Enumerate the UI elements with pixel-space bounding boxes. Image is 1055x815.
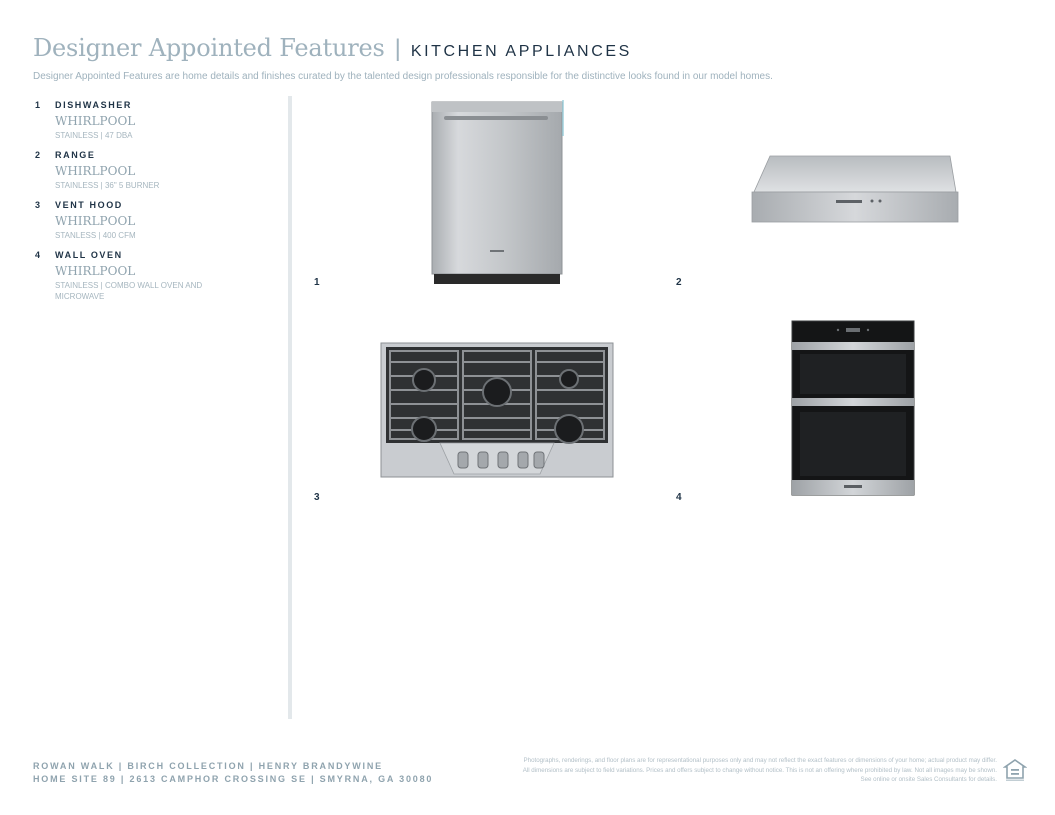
footer-disclaimer: Photographs, renderings, and floor plans are for representational purposes only and may not reflect the exact features or dimensions of your home; actual product may differ. All dimensions are subject to field variations. Prices and offers subject to change without notice. This is not an offering where prohibited by law. Not all images may be shown. See online or onsite Sales Consultants for details.	[522, 757, 997, 783]
item-label: WALL OVEN	[55, 250, 123, 260]
item-label: VENT HOOD	[55, 200, 123, 210]
list-item	[35, 200, 275, 241]
page-description: Designer Appointed Features are home details and finishes curated by the talented design professionals responsible for the distinctive looks found in our model homes.	[33, 71, 773, 82]
panel-number: 4	[676, 492, 682, 503]
page-header	[33, 34, 1033, 82]
list-item	[35, 150, 275, 191]
vertical-divider	[288, 96, 292, 719]
footer-line-1: ROWAN WALK | BIRCH COLLECTION | HENRY BRANDYWINE	[33, 761, 383, 771]
item-brand: WHIRLPOOL	[55, 214, 136, 228]
item-spec: STANLESS | 400 CFM	[55, 231, 136, 240]
item-brand: WHIRLPOOL	[55, 264, 136, 278]
list-item	[35, 250, 275, 302]
item-brand: WHIRLPOOL	[55, 114, 136, 128]
item-brand: WHIRLPOOL	[55, 164, 136, 178]
page-title: Designer Appointed Features	[33, 34, 385, 62]
cooktop-image	[380, 342, 614, 478]
wall-oven-image	[790, 320, 916, 496]
item-spec: STAINLESS | COMBO WALL OVEN AND MICROWAVE	[55, 281, 203, 301]
item-label: RANGE	[55, 150, 96, 160]
vent-hood-image	[750, 154, 960, 226]
item-spec: STAINLESS | 36" 5 BURNER	[55, 181, 160, 190]
page-category: KITCHEN APPLIANCES	[410, 43, 632, 60]
feature-list	[35, 100, 275, 311]
item-number: 4	[35, 250, 41, 260]
item-number: 2	[35, 150, 41, 160]
item-number: 3	[35, 200, 41, 210]
footer-community	[33, 760, 433, 786]
item-label: DISHWASHER	[55, 100, 133, 110]
title-row	[33, 34, 1033, 63]
list-item	[35, 100, 275, 141]
panel-number: 2	[676, 277, 682, 288]
item-number: 1	[35, 100, 41, 110]
panel-number: 1	[314, 277, 320, 288]
footer-line-2: HOME SITE 89 | 2613 CAMPHOR CROSSING SE | SMYRNA, GA 30080	[33, 774, 434, 784]
dishwasher-image	[430, 100, 566, 286]
title-separator: |	[394, 35, 401, 62]
item-spec: STAINLESS | 47 DBA	[55, 131, 133, 140]
panel-number: 3	[314, 492, 320, 503]
equal-housing-opportunity-icon	[1003, 758, 1027, 782]
